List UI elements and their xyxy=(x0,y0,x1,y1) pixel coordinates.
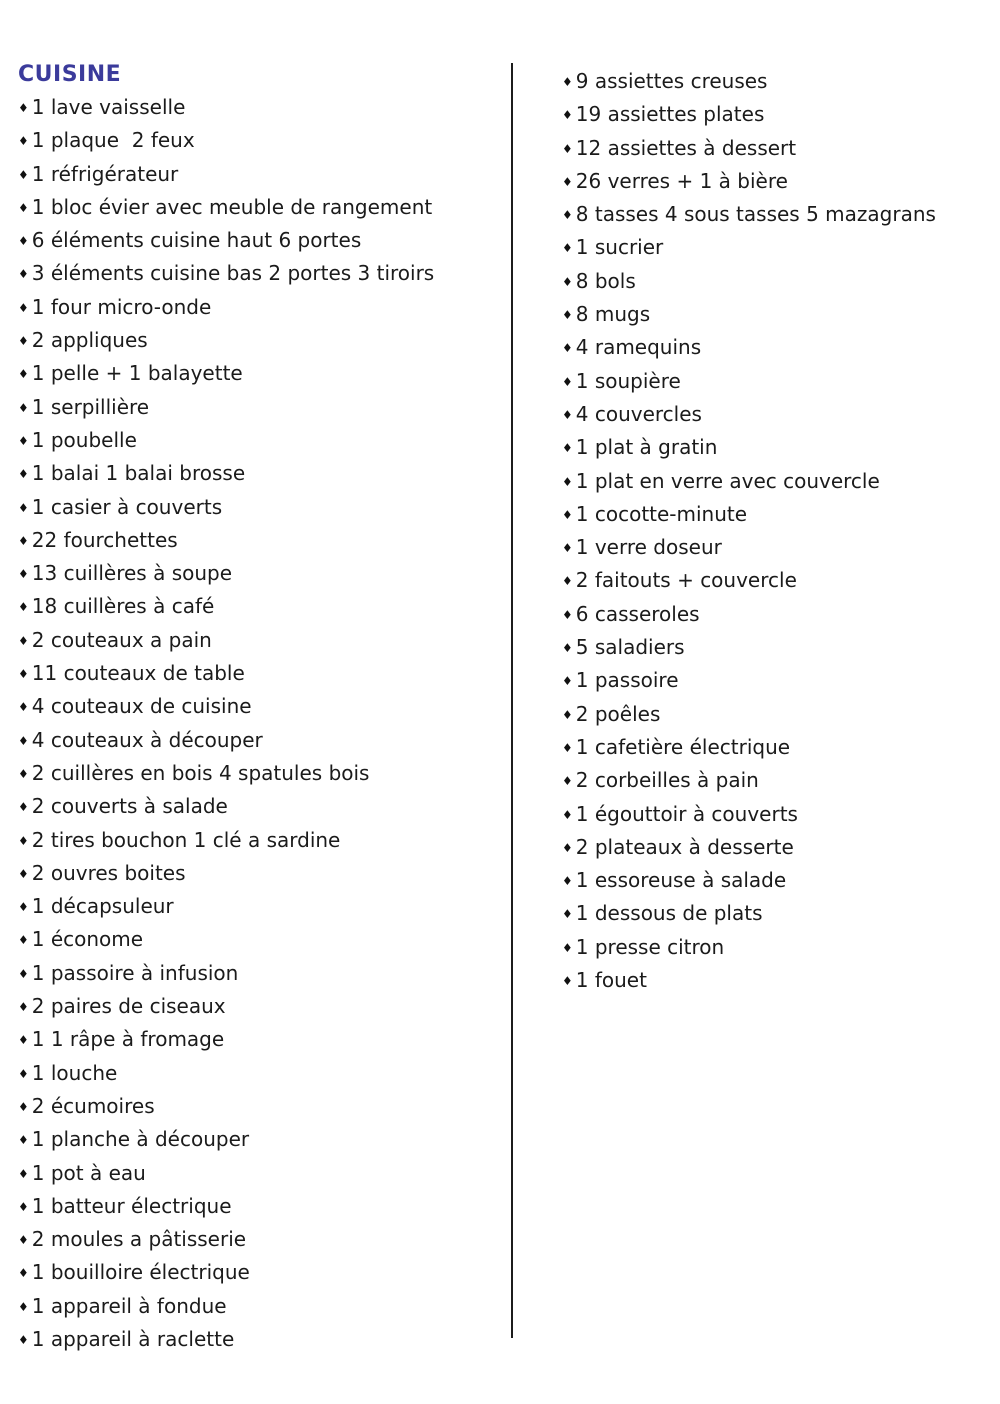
diamond-bullet-icon: ♦ xyxy=(562,441,573,456)
diamond-bullet-icon: ♦ xyxy=(562,274,573,289)
list-item xyxy=(18,458,512,491)
diamond-bullet-icon: ♦ xyxy=(18,667,29,682)
list-item xyxy=(562,499,936,532)
diamond-bullet-icon: ♦ xyxy=(562,141,573,156)
list-item xyxy=(562,199,936,232)
list-item xyxy=(562,432,936,465)
item-text: 1 sucrier xyxy=(575,235,664,260)
item-text: 1 égouttoir à couverts xyxy=(575,801,798,826)
diamond-bullet-icon: ♦ xyxy=(18,500,29,515)
list-item xyxy=(18,591,512,624)
item-text: 2 paires de ciseaux xyxy=(31,994,226,1019)
list-item xyxy=(18,1257,512,1290)
diamond-bullet-icon: ♦ xyxy=(562,641,573,656)
item-text: 2 plateaux à desserte xyxy=(575,834,794,859)
diamond-bullet-icon: ♦ xyxy=(562,341,573,356)
list-item xyxy=(562,599,936,632)
list-item xyxy=(18,225,512,258)
item-text: 4 ramequins xyxy=(575,335,702,360)
list-item xyxy=(18,958,512,991)
diamond-bullet-icon: ♦ xyxy=(18,533,29,548)
diamond-bullet-icon: ♦ xyxy=(18,1332,29,1347)
list-item xyxy=(18,1291,512,1324)
item-text: 2 moules a pâtisserie xyxy=(31,1227,247,1252)
item-text: 2 appliques xyxy=(31,328,148,353)
item-text: 1 pelle + 1 balayette xyxy=(31,361,243,386)
diamond-bullet-icon: ♦ xyxy=(18,367,29,382)
list-item xyxy=(18,358,512,391)
item-text: 26 verres + 1 à bière xyxy=(575,168,788,193)
list-item xyxy=(18,1191,512,1224)
diamond-bullet-icon: ♦ xyxy=(18,567,29,582)
list-item xyxy=(18,658,512,691)
list-item xyxy=(18,791,512,824)
column-divider-line xyxy=(511,63,513,1338)
item-text: 1 bouilloire électrique xyxy=(31,1260,250,1285)
list-item xyxy=(18,758,512,791)
item-text: 8 bols xyxy=(575,268,636,293)
item-text: 11 couteaux de table xyxy=(31,661,245,686)
list-item xyxy=(18,691,512,724)
item-text: 4 couvercles xyxy=(575,401,702,426)
list-item xyxy=(562,366,936,399)
diamond-bullet-icon: ♦ xyxy=(562,807,573,822)
diamond-bullet-icon: ♦ xyxy=(562,407,573,422)
diamond-bullet-icon: ♦ xyxy=(18,766,29,781)
diamond-bullet-icon: ♦ xyxy=(562,774,573,789)
item-text: 1 1 râpe à fromage xyxy=(31,1027,225,1052)
diamond-bullet-icon: ♦ xyxy=(18,600,29,615)
list-item xyxy=(18,1324,512,1357)
diamond-bullet-icon: ♦ xyxy=(18,700,29,715)
list-item xyxy=(18,1224,512,1257)
list-item xyxy=(562,399,936,432)
item-text: 2 écumoires xyxy=(31,1093,155,1118)
item-text: 18 cuillères à café xyxy=(31,594,215,619)
item-text: 1 cafetière électrique xyxy=(575,734,791,759)
list-item xyxy=(562,665,936,698)
item-text: 1 balai 1 balai brosse xyxy=(31,461,246,486)
item-text: 1 plat à gratin xyxy=(575,435,718,460)
diamond-bullet-icon: ♦ xyxy=(18,1266,29,1281)
list-item xyxy=(18,525,512,558)
item-text: 1 serpillière xyxy=(31,394,150,419)
item-text: 1 pot à eau xyxy=(31,1160,146,1185)
list-item xyxy=(562,732,936,765)
list-item xyxy=(18,1124,512,1157)
item-text: 2 couverts à salade xyxy=(31,794,228,819)
list-item xyxy=(18,425,512,458)
list-item xyxy=(18,625,512,658)
list-item xyxy=(562,865,936,898)
item-text: 1 presse citron xyxy=(575,934,725,959)
diamond-bullet-icon: ♦ xyxy=(562,574,573,589)
diamond-bullet-icon: ♦ xyxy=(562,75,573,89)
list-item xyxy=(562,765,936,798)
diamond-bullet-icon: ♦ xyxy=(18,800,29,815)
diamond-bullet-icon: ♦ xyxy=(18,1233,29,1248)
diamond-bullet-icon: ♦ xyxy=(18,467,29,482)
diamond-bullet-icon: ♦ xyxy=(562,308,573,323)
item-text: 1 lave vaisselle xyxy=(31,95,186,119)
list-item xyxy=(18,492,512,525)
diamond-bullet-icon: ♦ xyxy=(562,674,573,689)
list-item xyxy=(18,1058,512,1091)
diamond-bullet-icon: ♦ xyxy=(18,167,29,182)
list-item xyxy=(562,965,936,998)
diamond-bullet-icon: ♦ xyxy=(562,541,573,556)
kitchen-inventory-list-right xyxy=(562,66,936,998)
list-item xyxy=(562,632,936,665)
list-item xyxy=(18,825,512,858)
item-text: 2 ouvres boites xyxy=(31,860,186,885)
diamond-bullet-icon: ♦ xyxy=(18,334,29,349)
item-text: 1 cocotte-minute xyxy=(575,501,748,526)
item-text: 1 économe xyxy=(31,927,144,952)
item-text: 1 fouet xyxy=(575,968,647,993)
page-title: CUISINE xyxy=(18,62,122,87)
list-item xyxy=(562,299,936,332)
item-text: 1 décapsuleur xyxy=(31,894,174,919)
diamond-bullet-icon: ♦ xyxy=(18,300,29,315)
diamond-bullet-icon: ♦ xyxy=(18,866,29,881)
list-item xyxy=(562,266,936,299)
list-item xyxy=(562,232,936,265)
list-item xyxy=(18,725,512,758)
item-text: 1 essoreuse à salade xyxy=(575,868,787,893)
diamond-bullet-icon: ♦ xyxy=(18,1133,29,1148)
diamond-bullet-icon: ♦ xyxy=(562,374,573,389)
list-item xyxy=(18,258,512,291)
list-item xyxy=(562,832,936,865)
item-text: 9 assiettes creuses xyxy=(575,69,768,93)
item-text: 2 corbeilles à pain xyxy=(575,768,759,793)
item-text: 4 couteaux de cuisine xyxy=(31,694,252,719)
item-text: 1 appareil à fondue xyxy=(31,1293,227,1318)
diamond-bullet-icon: ♦ xyxy=(562,840,573,855)
item-text: 1 plaque 2 feux xyxy=(31,128,195,153)
right-column xyxy=(512,60,936,998)
list-item xyxy=(562,565,936,598)
diamond-bullet-icon: ♦ xyxy=(18,134,29,149)
item-text: 1 réfrigérateur xyxy=(31,161,179,186)
item-text: 19 assiettes plates xyxy=(575,102,765,127)
diamond-bullet-icon: ♦ xyxy=(562,740,573,755)
diamond-bullet-icon: ♦ xyxy=(18,633,29,648)
item-text: 2 poêles xyxy=(575,701,661,726)
list-item xyxy=(562,99,936,132)
item-text: 2 faitouts + couvercle xyxy=(575,568,797,593)
list-item xyxy=(18,92,512,125)
item-text: 1 soupière xyxy=(575,368,681,393)
diamond-bullet-icon: ♦ xyxy=(18,1000,29,1015)
list-item xyxy=(18,292,512,325)
diamond-bullet-icon: ♦ xyxy=(562,874,573,889)
item-text: 2 tires bouchon 1 clé a sardine xyxy=(31,827,341,852)
diamond-bullet-icon: ♦ xyxy=(562,607,573,622)
item-text: 22 fourchettes xyxy=(31,527,178,552)
item-text: 1 batteur électrique xyxy=(31,1193,232,1218)
item-text: 1 appareil à raclette xyxy=(31,1326,235,1351)
diamond-bullet-icon: ♦ xyxy=(18,433,29,448)
list-item xyxy=(18,392,512,425)
list-item xyxy=(562,699,936,732)
list-item xyxy=(18,558,512,591)
diamond-bullet-icon: ♦ xyxy=(18,101,29,115)
item-text: 1 plat en verre avec couvercle xyxy=(575,468,880,493)
item-text: 8 mugs xyxy=(575,302,651,327)
item-text: 1 poubelle xyxy=(31,427,137,452)
diamond-bullet-icon: ♦ xyxy=(18,1066,29,1081)
diamond-bullet-icon: ♦ xyxy=(562,108,573,123)
item-text: 6 casseroles xyxy=(575,601,700,626)
item-text: 1 passoire à infusion xyxy=(31,960,239,985)
diamond-bullet-icon: ♦ xyxy=(18,733,29,748)
diamond-bullet-icon: ♦ xyxy=(562,940,573,955)
list-item xyxy=(18,924,512,957)
diamond-bullet-icon: ♦ xyxy=(18,1033,29,1048)
item-text: 13 cuillères à soupe xyxy=(31,561,233,586)
item-text: 1 dessous de plats xyxy=(575,901,763,926)
list-item xyxy=(18,192,512,225)
item-text: 1 planche à découper xyxy=(31,1127,250,1152)
item-text: 3 éléments cuisine bas 2 portes 3 tiroirs xyxy=(31,261,435,286)
item-text: 6 éléments cuisine haut 6 portes xyxy=(31,228,362,253)
diamond-bullet-icon: ♦ xyxy=(562,974,573,989)
list-item xyxy=(562,799,936,832)
diamond-bullet-icon: ♦ xyxy=(562,241,573,256)
item-text: 1 verre doseur xyxy=(575,535,722,560)
left-column xyxy=(0,60,512,1357)
list-item xyxy=(562,166,936,199)
list-item xyxy=(18,1091,512,1124)
list-item xyxy=(18,891,512,924)
diamond-bullet-icon: ♦ xyxy=(18,966,29,981)
diamond-bullet-icon: ♦ xyxy=(18,1166,29,1181)
list-item xyxy=(18,125,512,158)
diamond-bullet-icon: ♦ xyxy=(562,208,573,223)
diamond-bullet-icon: ♦ xyxy=(18,833,29,848)
list-item xyxy=(18,325,512,358)
item-text: 2 cuillères en bois 4 spatules bois xyxy=(31,760,370,785)
list-item xyxy=(562,332,936,365)
diamond-bullet-icon: ♦ xyxy=(18,400,29,415)
diamond-bullet-icon: ♦ xyxy=(562,474,573,489)
list-item xyxy=(18,1158,512,1191)
list-item xyxy=(562,898,936,931)
item-text: 1 passoire xyxy=(575,668,679,693)
diamond-bullet-icon: ♦ xyxy=(562,174,573,189)
list-item xyxy=(562,466,936,499)
list-item xyxy=(562,133,936,166)
kitchen-inventory-list-left xyxy=(18,92,512,1357)
diamond-bullet-icon: ♦ xyxy=(18,1199,29,1214)
item-text: 12 assiettes à dessert xyxy=(575,135,797,160)
diamond-bullet-icon: ♦ xyxy=(18,1099,29,1114)
list-item xyxy=(18,1024,512,1057)
item-text: 1 four micro-onde xyxy=(31,294,212,319)
diamond-bullet-icon: ♦ xyxy=(562,907,573,922)
list-item xyxy=(18,991,512,1024)
list-item xyxy=(562,66,936,99)
diamond-bullet-icon: ♦ xyxy=(562,707,573,722)
item-text: 8 tasses 4 sous tasses 5 mazagrans xyxy=(575,202,936,227)
item-text: 1 bloc évier avec meuble de rangement xyxy=(31,194,433,219)
diamond-bullet-icon: ♦ xyxy=(18,200,29,215)
diamond-bullet-icon: ♦ xyxy=(562,507,573,522)
item-text: 5 saladiers xyxy=(575,635,685,660)
item-text: 4 couteaux à découper xyxy=(31,727,263,752)
list-item xyxy=(18,858,512,891)
diamond-bullet-icon: ♦ xyxy=(18,1299,29,1314)
diamond-bullet-icon: ♦ xyxy=(18,900,29,915)
diamond-bullet-icon: ♦ xyxy=(18,933,29,948)
list-item xyxy=(562,932,936,965)
diamond-bullet-icon: ♦ xyxy=(18,234,29,249)
diamond-bullet-icon: ♦ xyxy=(18,267,29,282)
item-text: 1 casier à couverts xyxy=(31,494,223,519)
list-item xyxy=(18,159,512,192)
list-item xyxy=(562,532,936,565)
item-text: 1 louche xyxy=(31,1060,118,1085)
item-text: 2 couteaux a pain xyxy=(31,627,212,652)
